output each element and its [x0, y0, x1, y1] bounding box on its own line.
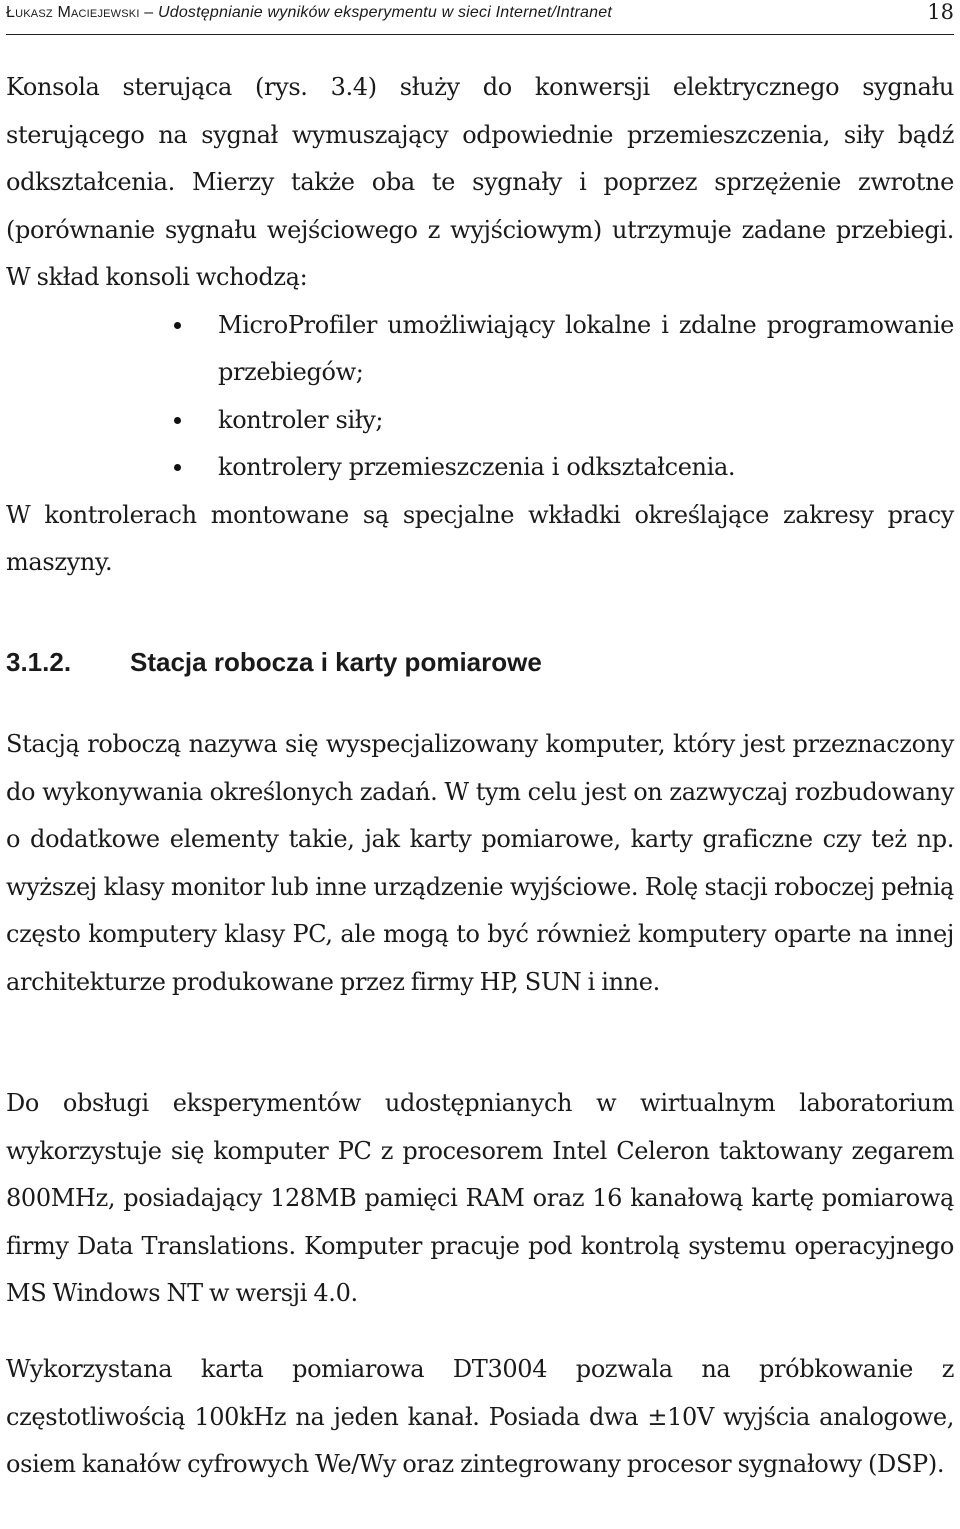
list-item-text: kontroler siły;: [218, 405, 384, 434]
computer-block: [6, 1080, 954, 1318]
section-number: 3.1.2.: [6, 647, 72, 677]
list-item-text: kontrolery przemieszczenia i odkształcenia.: [218, 453, 736, 481]
list-item: [218, 444, 954, 492]
list-item: [218, 397, 954, 445]
page-number: 18: [927, 0, 954, 24]
bullet-icon: [174, 464, 181, 471]
header-author-first: Łukasz: [6, 4, 53, 21]
after-list-paragraph: W kontrolerach montowane są specjalne wkładki określające zakresy pracy maszyny.: [6, 500, 954, 576]
component-list: [6, 302, 954, 492]
list-item: [218, 302, 954, 397]
header-separator: –: [139, 4, 158, 21]
intro-paragraph: Konsola sterująca (rys. 3.4) służy do konwersji elektrycznego sygnału sterującego na sygnał wymuszający odpowiednie przemieszczenia, siły bądź odkształcenia. Mierzy także oba te sygnały i poprzez sprzężenie zwrotne (porównanie sygnału wejściowego z wyjściowym) utrzymuje zadane przebiegi. W skład konsoli wchodzą:: [6, 73, 954, 291]
header-title: Udostępnianie wyników eksperymentu w sieci Internet/Intranet: [157, 4, 612, 21]
header-author-last: Maciejewski: [57, 4, 140, 21]
card-paragraph: Wykorzystana karta pomiarowa DT3004 pozwala na próbkowanie z częstotliwością 100kHz na jeden kanał. Posiada dwa ±10V wyjścia analogowe, osiem kanałów cyfrowych We/Wy oraz zintegrowany procesor sygnałowy (DSP).: [6, 1355, 954, 1478]
computer-paragraph: Do obsługi eksperymentów udostępnianych w wirtualnym laboratorium wykorzystuje się komputer PC z procesorem Intel Celeron taktowany zegarem 800MHz, posiadający 128MB pamięci RAM oraz 16 kanałową kartę pomiarową firmy Data Translations. Komputer pracuje pod kontrolą systemu operacyjnego MS Windows NT w wersji 4.0.: [6, 1089, 954, 1307]
list-item-text: MicroProfiler umożliwiający lokalne i zdalne programowanie przebiegów;: [218, 310, 954, 386]
card-block: [6, 1346, 954, 1489]
header-author-title: [6, 1, 612, 25]
workstation-paragraph: Stacją roboczą nazywa się wyspecjalizowany komputer, który jest przeznaczony do wykonywania określonych zadań. W tym celu jest on zazwyczaj rozbudowany o dodatkowe elementy takie, jak karty pomiarowe, karty graficzne czy też np. wyższej klasy monitor lub inne urządzenie wyjściowe. Rolę stacji roboczej pełnią często komputery klasy PC, ale mogą to być również komputery oparte na innej architekturze produkowane przez firmy HP, SUN i inne.: [6, 730, 954, 996]
document-page: [6, 0, 954, 1478]
bullet-icon: [174, 322, 181, 329]
intro-block: [6, 64, 954, 587]
workstation-block: [6, 721, 954, 1006]
running-header: [6, 0, 954, 35]
section-heading: [6, 642, 954, 682]
bullet-icon: [174, 417, 181, 424]
section-title: Stacja robocza i karty pomiarowe: [130, 647, 542, 677]
